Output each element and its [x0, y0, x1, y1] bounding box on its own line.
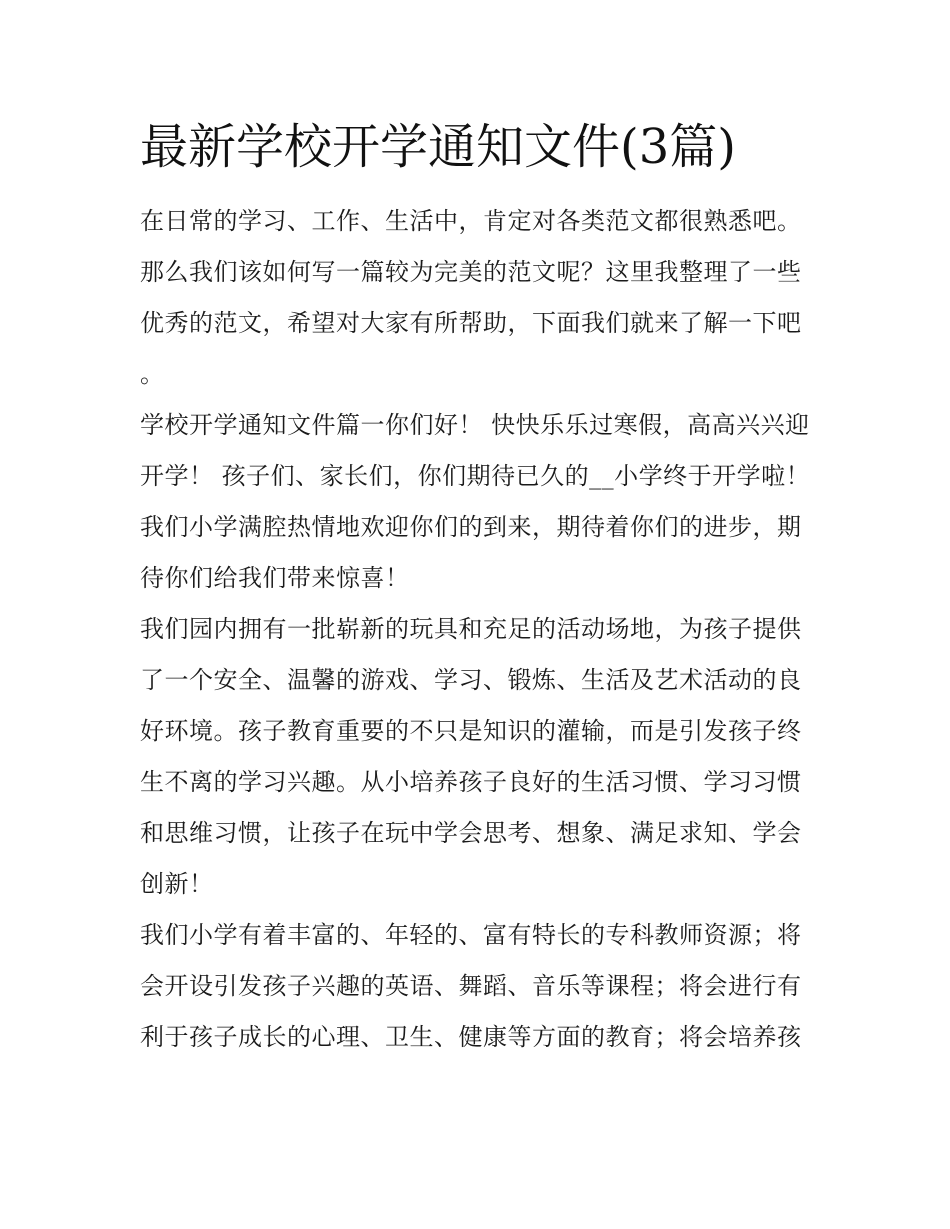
paragraph-greeting: 学校开学通知文件篇一你们好！ 快快乐乐过寒假，高高兴兴迎开学！ 孩子们、家长们，你们期待已久的__小学终于开学啦！: [140, 411, 811, 490]
paragraph-welcome: 我们小学满腔热情地欢迎你们的到来，期待着你们的进步，期待你们给我们带来惊喜！: [140, 513, 802, 592]
paragraph-environment: 我们园内拥有一批崭新的玩具和充足的活动场地，为孩子提供了一个安全、温馨的游戏、学习、锻炼、生活及艺术活动的良好环境。孩子教育重要的不只是知识的灌输，而是引发孩子终生不离的学习兴趣。从小培养孩子良好的生活习惯、学习习惯和思维习惯，让孩子在玩中学会思考、想象、满足求知、学会创新！: [140, 615, 802, 898]
document-title: 最新学校开学通知文件(3篇): [140, 119, 736, 175]
paragraph-teachers: 我们小学有着丰富的、年轻的、富有特长的专科教师资源；将会开设引发孩子兴趣的英语、舞蹈、音乐等课程；将会进行有利于孩子成长的心理、卫生、健康等方面的教育；将会培养孩: [140, 921, 802, 1051]
document-body: [140, 196, 812, 1063]
paragraph-intro: 在日常的学习、工作、生活中，肯定对各类范文都很熟悉吧。那么我们该如何写一篇较为完美的范文呢？这里我整理了一些优秀的范文，希望对大家有所帮助，下面我们就来了解一下吧。: [140, 207, 802, 388]
